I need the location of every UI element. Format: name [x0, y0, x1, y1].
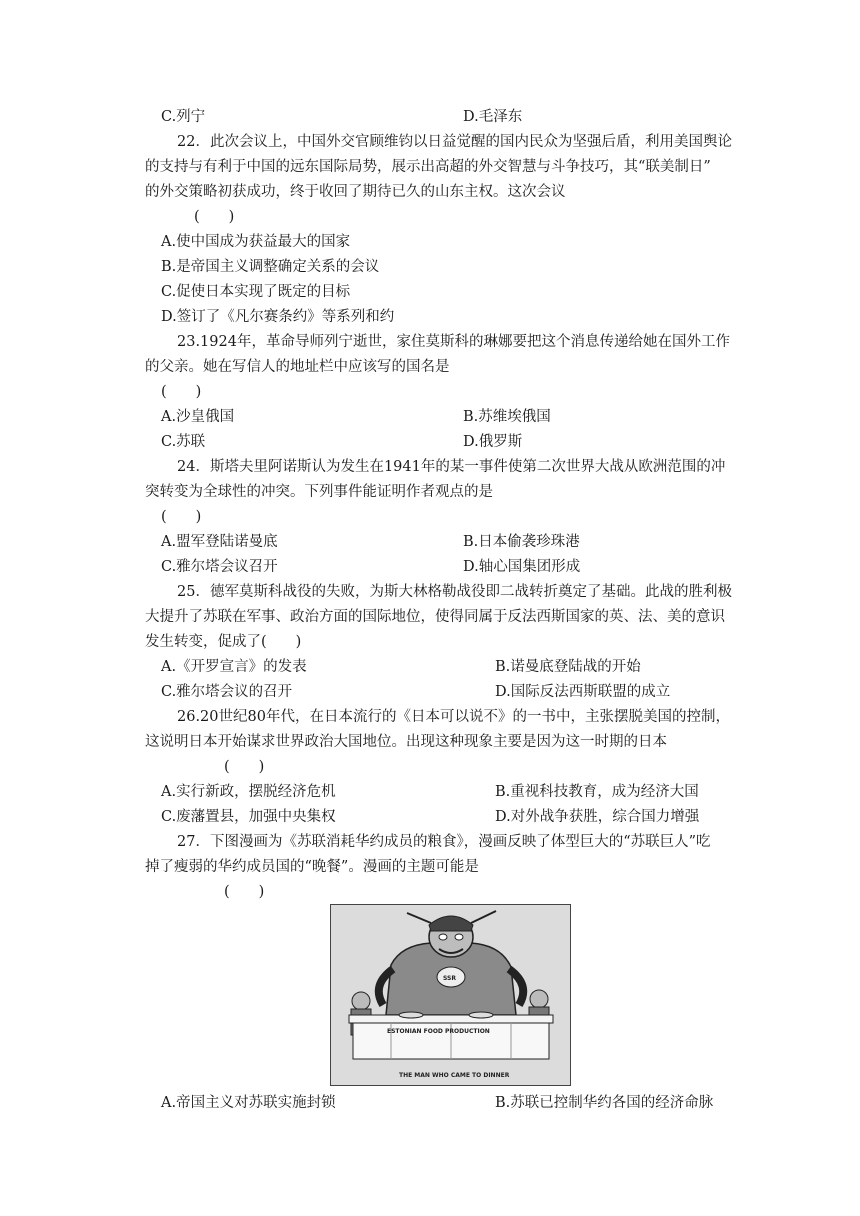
q26-stem-line: 26.20世纪80年代，在日本流行的《日本可以说不》的一书中，主张摆脱美国的控制， — [177, 709, 730, 725]
q25-option-a: A.《开罗宣言》的发表 — [161, 659, 307, 675]
q27-option-a: A.帝国主义对苏联实施封锁 — [161, 1095, 336, 1111]
q22-answer-paren: ( ) — [194, 209, 235, 225]
q24-option-c: C.雅尔塔会议召开 — [161, 559, 278, 575]
q27-answer-paren: ( ) — [224, 884, 265, 900]
q22-option-d: D.签订了《凡尔赛条约》等系列和约 — [161, 309, 395, 325]
q25-stem-line: 大提升了苏联在军事、政治方面的国际地位，使得同属于反法西斯国家的英、法、美的意识 — [145, 609, 725, 625]
cartoon-badge-text: SSR — [443, 975, 456, 982]
q23-option-a: A.沙皇俄国 — [161, 409, 235, 425]
q26-option-a: A.实行新政，摆脱经济危机 — [161, 784, 336, 800]
q25-option-c: C.雅尔塔会议的召开 — [161, 684, 293, 700]
q23-option-b: B.苏维埃俄国 — [463, 409, 551, 425]
q24-option-a: A.盟军登陆诺曼底 — [161, 534, 278, 550]
q22-stem-line: 22．此次会议上，中国外交官顾维钧以日益觉醒的国内民众为坚强后盾，利用美国舆论 — [177, 134, 732, 150]
q27-stem-line: 27．下图漫画为《苏联消耗华约成员的粮食》，漫画反映了体型巨大的“苏联巨人”吃 — [177, 834, 711, 850]
cartoon-illustration — [331, 905, 570, 1085]
q27-stem-line: 掉了瘦弱的华约成员国的“晚餐”。漫画的主题可能是 — [145, 859, 479, 875]
q25-option-d: D.国际反法西斯联盟的成立 — [495, 684, 671, 700]
q26-option-d: D.对外战争获胜，综合国力增强 — [495, 809, 700, 825]
political-cartoon — [330, 904, 571, 1086]
q24-option-d: D.轴心国集团形成 — [463, 559, 581, 575]
q24-option-b: B.日本偷袭珍珠港 — [463, 534, 580, 550]
q23-stem-line: 23.1924年，革命导师列宁逝世，家住莫斯科的琳娜要把这个消息传递给她在国外工作 — [177, 334, 730, 350]
q23-option-c: C.苏联 — [161, 434, 206, 450]
q27-option-b: B.苏联已控制华约各国的经济命脉 — [495, 1095, 714, 1111]
q26-option-b: B.重视科技教育，成为经济大国 — [495, 784, 699, 800]
q24-stem-line: 突转变为全球性的冲突。下列事件能证明作者观点的是 — [145, 484, 493, 500]
q22-option-a: A.使中国成为获益最大的国家 — [161, 234, 351, 250]
cartoon-banner-text: ESTONIAN FOOD PRODUCTION — [387, 1028, 490, 1035]
q22-option-c: C.促使日本实现了既定的目标 — [161, 284, 351, 300]
q25-stem-line: 25．德军莫斯科战役的失败，为斯大林格勒战役即二战转折奠定了基础。此战的胜利极 — [177, 584, 732, 600]
q23-answer-paren: ( ) — [161, 384, 202, 400]
q26-option-c: C.废藩置县，加强中央集权 — [161, 809, 336, 825]
q22-stem-line: 的支持与有利于中国的远东国际局势，展示出高超的外交智慧与斗争技巧，其“联美制日” — [145, 159, 711, 175]
q25-stem-line: 发生转变，促成了( ) — [145, 634, 302, 650]
q21-option-c: C.列宁 — [161, 109, 206, 125]
q26-answer-paren: ( ) — [224, 759, 265, 775]
q25-option-b: B.诺曼底登陆战的开始 — [495, 659, 641, 675]
q23-option-d: D.俄罗斯 — [463, 434, 523, 450]
cartoon-caption: THE MAN WHO CAME TO DINNER — [399, 1072, 510, 1079]
q24-answer-paren: ( ) — [161, 509, 202, 525]
q21-option-d: D.毛泽东 — [463, 109, 523, 125]
q26-stem-line: 这说明日本开始谋求世界政治大国地位。出现这种现象主要是因为这一时期的日本 — [145, 734, 667, 750]
q24-stem-line: 24．斯塔夫里阿诺斯认为发生在1941年的某一事件使第二次世界大战从欧洲范围的冲 — [177, 459, 726, 475]
q22-option-b: B.是帝国主义调整确定关系的会议 — [161, 259, 380, 275]
q22-stem-line: 的外交策略初获成功，终于收回了期待已久的山东主权。这次会议 — [145, 184, 566, 200]
q23-stem-line: 的父亲。她在写信人的地址栏中应该写的国名是 — [145, 359, 450, 375]
